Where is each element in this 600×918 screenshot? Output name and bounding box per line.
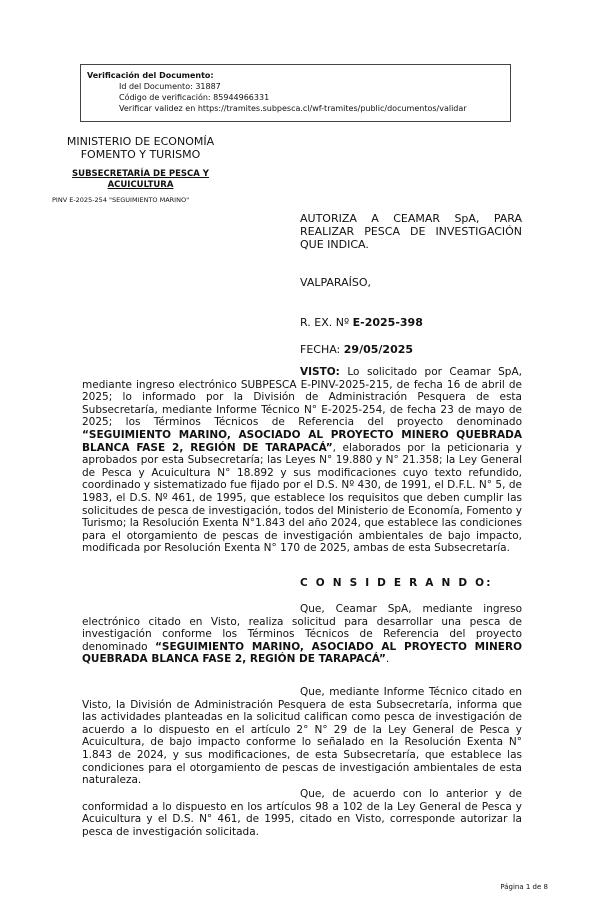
- visto-project: “SEGUIMIENTO MARINO, ASOCIADO AL PROYECTO MINERO QUEBRADA BLANCA FASE 2, REGIÓN DE TARAPACÁ”: [82, 428, 522, 454]
- subsecretaria-heading: [58, 169, 223, 191]
- verification-list: [87, 81, 504, 114]
- verification-url[interactable]: • Verificar validez en https://tramites.subpesca.cl/wf-tramites/public/documentos/validar: [119, 103, 504, 114]
- place: VALPARAÍSO,: [300, 276, 372, 289]
- considerando-p1-end: .: [385, 653, 390, 666]
- verification-title: Verificación del Documento:: [87, 71, 214, 80]
- verification-code: • Código de verificación: 85944966331: [119, 92, 504, 103]
- fecha-value: 29/05/2025: [343, 343, 414, 356]
- fecha-line: [300, 343, 413, 356]
- ministerio-line1: MINISTERIO DE ECONOMÍA: [66, 135, 215, 148]
- considerando-p1: [82, 603, 522, 666]
- considerando-heading: C O N S I D E R A N D O:: [300, 577, 493, 589]
- rex-label: R. EX. Nº: [300, 316, 350, 329]
- considerando-p1-text: Que, Ceamar SpA, mediante ingreso electrónico citado en Visto, realiza solicitud para desarrollar una pesca de investigación conforme los Términos Técnicos de Referencia del proyecto denominado: [82, 603, 522, 653]
- verification-id: • Id del Documento: 31887: [119, 81, 504, 92]
- considerando-p3: [82, 788, 522, 838]
- visto-text2: , elaborados por la peticionaria y aprobados por esta Subsecretaría; las Leyes N° 19.880 y N° 21.358; la Ley General de Pesca y Acuicultura N° 18.892 y sus modificaciones cuyo texto refundido, coordinado y sistematizado fue fijado por el D.S. Nº 430, de 1991, el D.F.L. N° 5, de 1983, el D.S. Nº 461, de 1995, que establece los requisitos que deben cumplir las solicitudes de pesca de investigación, todos del Ministerio de Economía, Fomento y Turismo; la Resolución Exenta N°1.843 del año 2024, que establece las condiciones para el otorgamiento de pescas de investigación ambientales de bajo impacto, modificada por Resolución Exenta N° 170 de 2025, ambas de esta Subsecretaría.: [82, 441, 522, 555]
- visto-text1: Lo solicitado por Ceamar SpA, mediante ingreso electrónico SUBPESCA E-PINV-2025-215, de fecha 16 de abril de 2025; lo informado por la División de Administración Pesquera de esta Subsecretaría, mediante Informe Técnico N° E-2025-254, de fecha 23 de mayo de 2025; los Términos Técnicos de Referencia del proyecto denominado: [82, 366, 522, 429]
- page-number: Página 1 de 8: [500, 883, 548, 891]
- rex-number: E-2025-398: [352, 316, 423, 329]
- ministerio-heading: [58, 135, 223, 161]
- considerando-p1-project: “SEGUIMIENTO MARINO, ASOCIADO AL PROYECTO MINERO QUEBRADA BLANCA FASE 2, REGIÓN DE TARAPACÁ”: [82, 640, 522, 666]
- considerando-p3-text: Que, de acuerdo con lo anterior y de conformidad a lo dispuesto en los artículos 98 a 102 de la Ley General de Pesca y Acuicultura y el D.S. N° 461, de 1995, citado en Visto, corresponde autorizar la pesca de investigación solicitada.: [82, 788, 522, 838]
- considerando-p2: [82, 686, 522, 787]
- visto-section: [82, 366, 522, 555]
- subsecretaria-line1: SUBSECRETARÍA DE PESCA Y: [72, 169, 209, 179]
- ministerio-line2: FOMENTO Y TURISMO: [80, 148, 201, 161]
- rex-line: [300, 316, 423, 329]
- considerando-p2-text: Que, mediante Informe Técnico citado en Visto, la División de Administración Pesquera de esta Subsecretaría, informa que las actividades planteadas en la solicitud califican como pesca de investigación de acuerdo a lo dispuesto en el artículo 2° N° 29 de la Ley General de Pesca y Acuicultura, de bajo impacto conforme lo señalado en la Resolución Exenta N° 1.843 de 2024, y sus modificaciones, de esta Subsecretaría, que establece las condiciones para el otorgamiento de pescas de investigación ambientales de esta naturaleza.: [82, 686, 522, 787]
- pinv-reference: PINV E-2025-254 "SEGUIMIENTO MARINO": [52, 196, 190, 204]
- subsecretaria-line2: ACUICULTURA: [107, 180, 174, 190]
- fecha-label: FECHA:: [300, 343, 341, 356]
- verification-box: [80, 64, 511, 122]
- resolution-title: AUTORIZA A CEAMAR SpA, PARA REALIZAR PESCA DE INVESTIGACIÓN QUE INDICA.: [300, 212, 522, 251]
- visto-label: VISTO:: [300, 366, 340, 378]
